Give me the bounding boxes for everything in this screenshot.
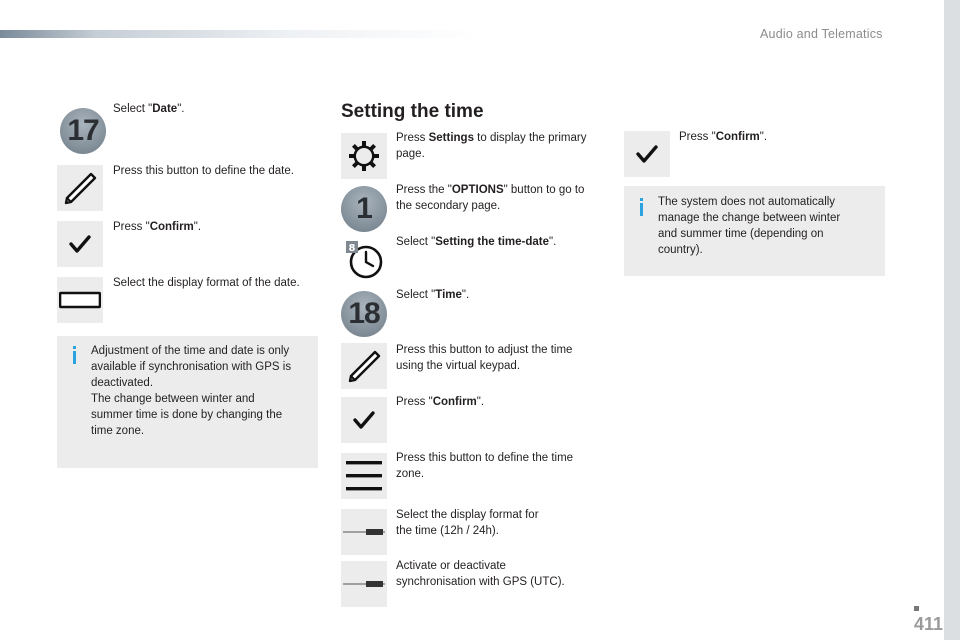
format-bar-icon <box>59 290 101 310</box>
info-icon <box>640 198 643 216</box>
pencil-button[interactable] <box>57 165 103 211</box>
time-format-text: Select the display format for the time (12h / 24h). <box>396 509 539 537</box>
pencil-icon <box>60 168 100 208</box>
pencil-icon <box>344 346 384 386</box>
time-format-toggle[interactable] <box>341 509 387 555</box>
menu-lines-icon <box>344 458 384 494</box>
adjust-time-button[interactable] <box>341 343 387 389</box>
step-badge-17: 17 <box>60 108 106 154</box>
checkmark-icon <box>352 408 376 432</box>
date-format-text: Select the display format of the date. <box>113 277 300 289</box>
settings-text: Press Settings to display the primary page. <box>396 132 587 160</box>
info-note-left <box>57 336 318 468</box>
settings-button[interactable] <box>341 133 387 179</box>
info-note-left-text: Adjustment of the time and date is only available if synchronisation with GPS is deactivated. The change between winter and summer time is done by changing the time zone. <box>91 345 292 437</box>
checkmark-icon <box>68 232 92 256</box>
confirm-time-button[interactable] <box>341 397 387 443</box>
confirm-text: Press "Confirm". <box>113 221 202 233</box>
gear-icon <box>346 138 382 174</box>
toggle-slider-icon <box>341 574 387 594</box>
page-edge-strip <box>944 0 960 640</box>
confirm-time-text: Press "Confirm". <box>396 396 485 408</box>
time-date-text: Select "Setting the time-date". <box>396 236 557 248</box>
date-format-button[interactable] <box>57 277 103 323</box>
info-note-right-text: The system does not automatically manage the change between winter and summer time (depending on country). <box>658 196 841 256</box>
adjust-time-text: Press this button to adjust the time using the virtual keypad. <box>396 344 573 372</box>
time-zone-text: Press this button to define the time zone. <box>396 452 574 480</box>
options-text: Press the "OPTIONS" button to go to the secondary page. <box>396 184 585 212</box>
define-date-text: Press this button to define the date. <box>113 165 294 177</box>
select-date-text: Select "Date". <box>113 103 185 115</box>
page-number: 411 <box>914 614 944 634</box>
step-badge-1: 1 <box>341 186 387 232</box>
toggle-slider-icon <box>341 522 387 542</box>
select-time-text: Select "Time". <box>396 289 470 301</box>
confirm-text-right: Press "Confirm". <box>679 131 768 143</box>
info-icon <box>73 346 76 364</box>
gps-sync-toggle[interactable] <box>341 561 387 607</box>
page-marker <box>914 606 919 611</box>
time-zone-button[interactable] <box>341 453 387 499</box>
checkmark-icon <box>635 142 659 166</box>
step-badge-18: 18 <box>341 291 387 337</box>
gps-sync-text: Activate or deactivate synchronisation with GPS (UTC). <box>396 560 565 588</box>
info-note-right <box>624 186 885 276</box>
svg-text:8: 8 <box>348 243 356 254</box>
confirm-button[interactable] <box>57 221 103 267</box>
section-title: Setting the time <box>341 101 484 122</box>
chapter-title: Audio and Telematics <box>760 27 883 41</box>
time-date-button[interactable] <box>341 238 387 284</box>
clock-icon <box>341 238 387 284</box>
header-gradient-bar <box>0 30 480 38</box>
confirm-button-right[interactable] <box>624 131 670 177</box>
